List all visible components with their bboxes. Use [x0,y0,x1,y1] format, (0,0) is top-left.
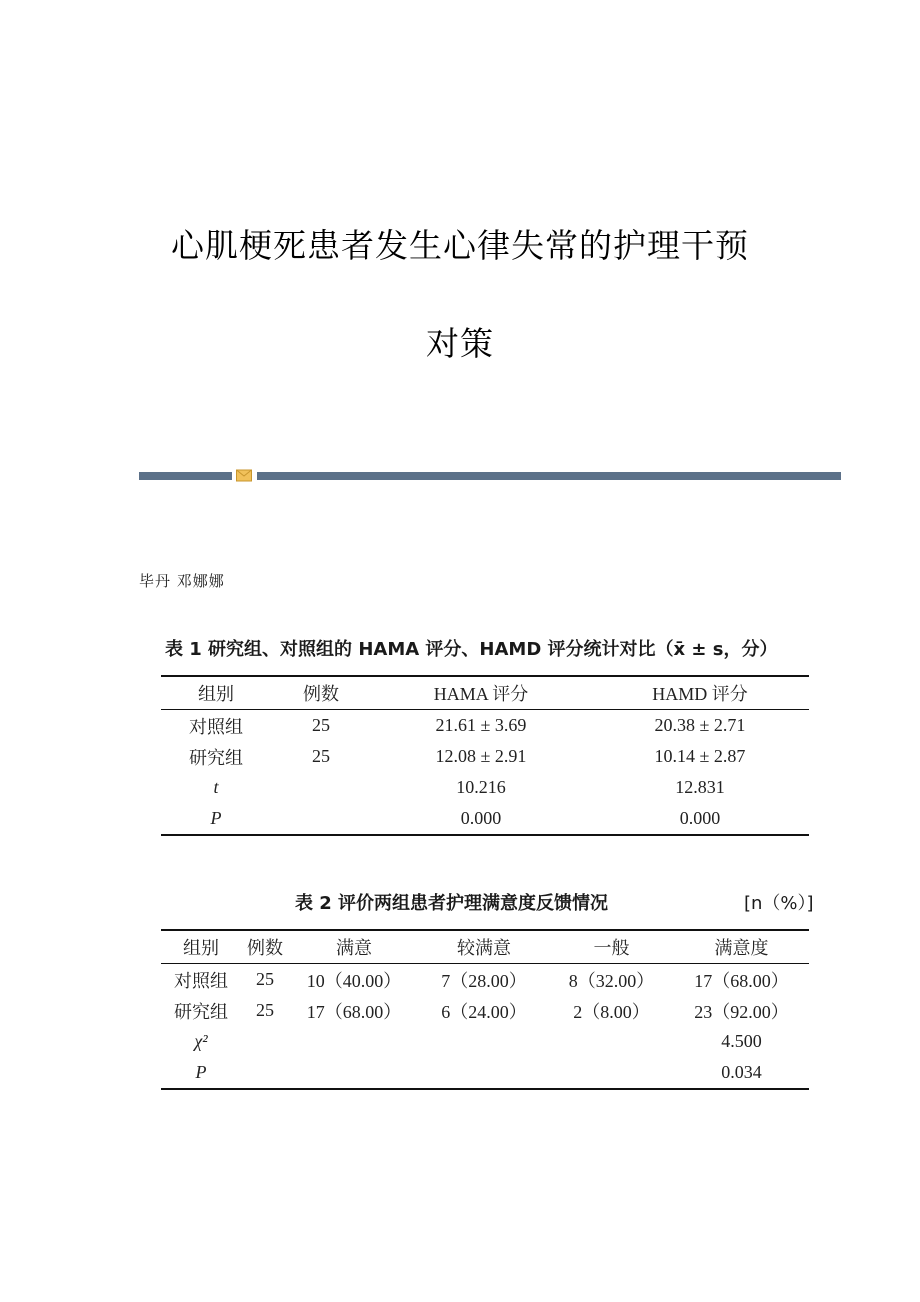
table-row [161,995,809,1026]
title-divider-right [257,472,841,480]
table2-caption: 表 2 评价两组患者护理满意度反馈情况 [295,893,609,914]
table-cell: 10（40.00） [306,970,402,991]
table-cell: 4.500 [721,1031,762,1051]
table-cell [289,1057,419,1089]
table-cell [271,803,371,835]
table-cell [549,1057,674,1089]
table-cell: t [213,777,219,797]
table-cell: 对照组 [189,716,243,737]
table-header-row [161,930,809,964]
table-header-cell: 满意度 [714,938,769,958]
table1-caption: 表 1 研究组、对照组的 HAMA 评分、HAMD 评分统计对比（x̄ ± s，分） [165,639,778,660]
table-cell: 8（32.00） [568,970,655,991]
table-header-cell: 组别 [183,938,219,958]
table-cell: 23（92.00） [694,1001,789,1022]
table-cell [241,1026,289,1057]
table-cell [271,772,371,803]
table-header-cell: 例数 [247,938,283,958]
table-header-cell: 一般 [593,938,630,958]
table-cell: 对照组 [174,970,228,991]
table-cell: 研究组 [174,1001,228,1022]
table-header-cell: HAMA 评分 [433,684,529,704]
table-cell: 12.08 ± 2.91 [435,746,527,766]
table-cell: 17（68.00） [306,1001,402,1022]
table-cell: 0.000 [460,808,502,828]
document-title-line2: 对策 [426,324,494,363]
table-header-cell: 满意 [336,938,372,958]
table-cell: 0.034 [721,1062,762,1082]
table-header-row [161,676,809,710]
table-header-cell: 例数 [303,684,339,704]
table-cell: 20.38 ± 2.71 [654,715,746,735]
envelope-icon [236,469,252,482]
table-cell: 6（24.00） [441,1001,527,1022]
table-cell: 25 [256,1000,274,1020]
table-cell: P [195,1062,207,1082]
table-row [161,803,809,835]
table-cell: 2（8.00） [573,1001,650,1022]
table-row [161,1026,809,1057]
table-row [161,710,809,742]
table-cell: 10.14 ± 2.87 [654,746,746,766]
table-row [161,741,809,772]
table-cell: 0.000 [679,808,721,828]
table1-hama-hamd-scores [161,675,809,836]
table-cell: 21.61 ± 3.69 [435,715,527,735]
table-header-cell: 组别 [198,684,234,704]
table-cell [241,1057,289,1089]
table-cell [419,1026,549,1057]
table-header-cell: HAMD 评分 [652,684,748,704]
title-divider-left [139,472,232,480]
table-cell: χ² [194,1031,208,1051]
table-cell: 25 [312,746,330,766]
table-row [161,1057,809,1089]
table-cell: 7（28.00） [441,970,527,991]
table-cell [549,1026,674,1057]
table-cell: P [210,808,222,828]
table2-unit: [n（%）] [744,893,814,914]
table-cell: 25 [312,715,330,735]
authors: 毕丹 邓娜娜 [139,572,225,590]
table-header-cell: 较满意 [457,938,511,958]
table-row [161,964,809,996]
table-cell: 研究组 [189,747,243,768]
table2-nursing-satisfaction [161,929,809,1090]
table-cell [289,1026,419,1057]
table-cell: 17（68.00） [694,970,789,991]
table-row [161,772,809,803]
document-title-line1: 心肌梗死患者发生心律失常的护理干预 [171,226,749,265]
table-cell: 12.831 [675,777,725,797]
table-cell: 25 [256,969,274,989]
table-cell [419,1057,549,1089]
table-cell: 10.216 [456,777,506,797]
